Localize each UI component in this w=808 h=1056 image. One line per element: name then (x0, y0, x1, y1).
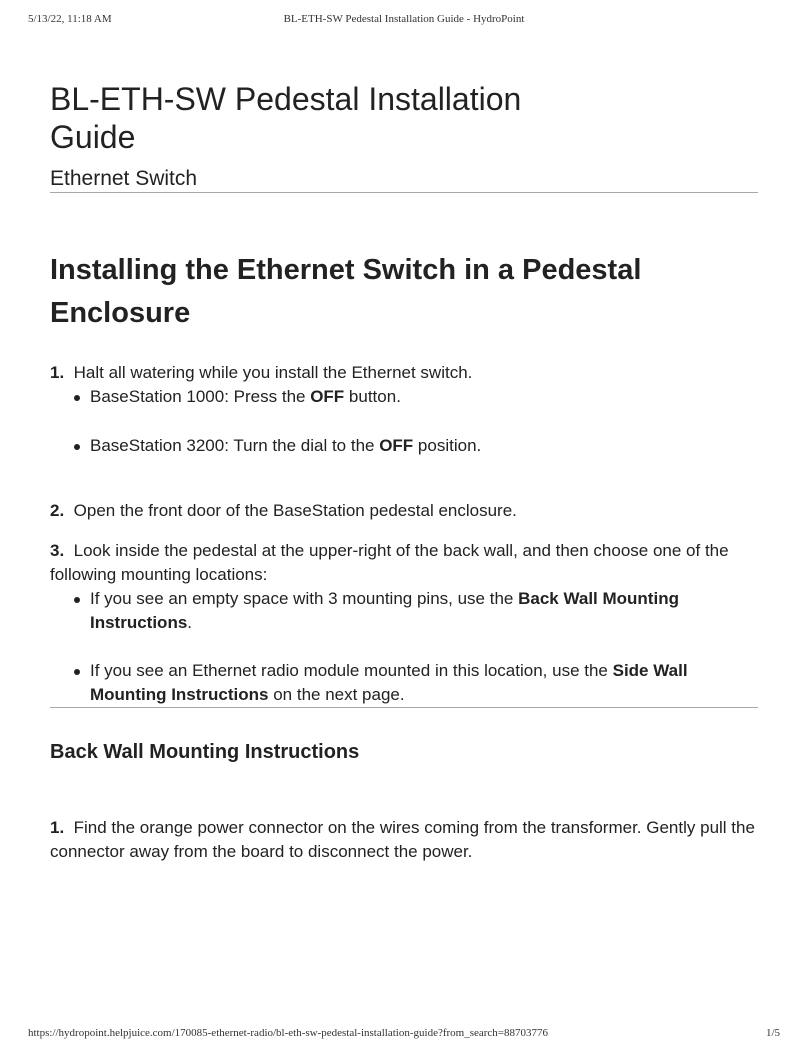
step-number: 2. (50, 501, 65, 520)
bullet-text: on the next page. (268, 685, 405, 704)
step-number: 1. (50, 818, 65, 837)
step-number: 3. (50, 541, 65, 560)
print-page-title: BL-ETH-SW Pedestal Installation Guide - HydroPoint (283, 13, 525, 25)
list-item (90, 659, 758, 707)
bullet-text: button. (344, 387, 401, 406)
bullet-text: If you see an empty space with 3 mounting pins, use the (90, 589, 519, 608)
document-title: BL-ETH-SW Pedestal Installation Guide (50, 81, 522, 155)
step-3 (50, 539, 758, 587)
bullet-bold: OFF (310, 387, 345, 406)
print-url: https://hydropoint.helpjuice.com/170085-ethernet-radio/bl-eth-sw-pedestal-installation-guide?from_search=88703776 (28, 1027, 549, 1039)
article (50, 80, 758, 864)
bullet-text: If you see an Ethernet radio module mounted in this location, use the (90, 661, 613, 680)
back-wall-title: Back Wall Mounting Instructions (50, 741, 360, 763)
step-3-options (50, 587, 758, 707)
step-1 (50, 361, 758, 385)
step-1-options (50, 385, 758, 458)
step-number: 1. (50, 363, 65, 382)
step-text: Find the orange power connector on the wires coming from the transformer. Gently pull the connector away from the board to disconnect the power. (50, 818, 755, 861)
bullet-text: position. (413, 436, 482, 455)
divider (50, 192, 758, 193)
print-page-number: 1/5 (765, 1027, 780, 1039)
step-text: Look inside the pedestal at the upper-right of the back wall, and then choose one of the following mounting locations: (50, 541, 729, 584)
bullet-link-back-wall: Back Wall Mounting Instructions (90, 589, 679, 632)
bullet-bold: OFF (379, 436, 414, 455)
back-wall-step-1 (50, 816, 758, 864)
step-2 (50, 499, 758, 523)
list-item (90, 385, 758, 409)
step-text: Halt all watering while you install the Ethernet switch. (73, 363, 473, 382)
bullet-text: BaseStation 3200: Turn the dial to the (90, 436, 380, 455)
list-item (90, 587, 758, 635)
section-title: Installing the Ethernet Switch in a Pedestal Enclosure (50, 254, 642, 329)
step-text: Open the front door of the BaseStation pedestal enclosure. (73, 501, 517, 520)
divider (50, 707, 758, 708)
bullet-text: BaseStation 1000: Press the (90, 387, 311, 406)
bullet-text: . (187, 613, 193, 632)
print-footer (28, 1027, 780, 1043)
print-header (28, 13, 780, 29)
document-subtitle: Ethernet Switch (50, 167, 198, 190)
print-datetime: 5/13/22, 11:18 AM (28, 13, 112, 25)
bullet-link-side-wall: Side Wall Mounting Instructions (90, 661, 688, 704)
list-item (90, 434, 758, 458)
